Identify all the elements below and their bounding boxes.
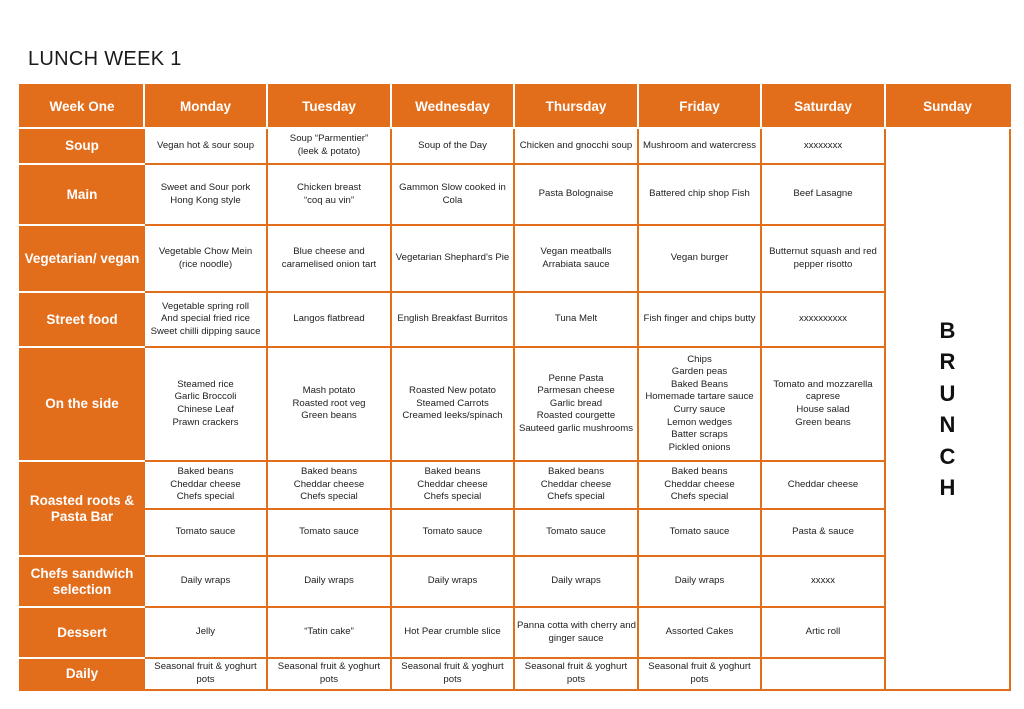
menu-item-text: Roasted New potato — [409, 385, 496, 397]
row-header: Chefs sandwich selection — [20, 556, 144, 607]
menu-item-text: Soup of the Day — [418, 139, 487, 151]
menu-item-text: Roasted courgette — [536, 410, 616, 422]
menu-cell-monday — [144, 607, 267, 658]
menu-item-text: Tuna Melt — [554, 313, 598, 325]
menu-cell-wednesday — [391, 556, 514, 607]
menu-cell-saturday — [761, 128, 885, 164]
menu-item-text: Chefs special — [423, 491, 482, 503]
row-header: Street food — [20, 292, 144, 347]
menu-item-text: Chefs special — [176, 491, 235, 503]
menu-row — [20, 509, 1010, 556]
menu-item-text: Vegetable spring roll — [162, 300, 249, 312]
menu-item-text: Curry sauce — [673, 404, 726, 415]
menu-cell-tuesday — [267, 225, 391, 292]
menu-row — [20, 461, 1010, 509]
menu-item-text: Green beans — [301, 410, 357, 422]
column-header-thursday: Thursday — [514, 85, 638, 128]
menu-item-text: Seasonal fruit & yoghurt — [277, 661, 381, 673]
menu-item-text: Vegetarian Shephard’s Pie — [395, 252, 510, 264]
menu-cell-friday — [638, 556, 761, 607]
menu-item-text: Seasonal fruit & yoghurt — [648, 661, 751, 673]
menu-item-text: Tomato sauce — [299, 526, 359, 538]
menu-cell-thursday — [514, 461, 638, 509]
menu-item-text: Chefs special — [670, 491, 729, 503]
row-header: On the side — [20, 347, 144, 461]
menu-cell-tuesday — [267, 347, 391, 461]
menu-item-text: Chefs special — [547, 491, 605, 503]
menu-item-text: Pickled onions — [668, 441, 731, 453]
menu-cell-thursday — [514, 658, 638, 690]
row-header: Soup — [20, 128, 144, 164]
menu-cell-wednesday — [391, 292, 514, 347]
menu-item-text: House salad — [796, 404, 850, 415]
menu-cell-wednesday — [391, 658, 514, 690]
menu-item-text: And special fried rice — [160, 313, 251, 325]
menu-item-text: Seasonal fruit & yoghurt — [401, 661, 504, 673]
menu-item-text: Chips — [687, 353, 712, 365]
menu-item-text: Garlic Broccoli — [174, 391, 237, 403]
menu-cell-tuesday — [267, 292, 391, 347]
menu-cell-thursday — [514, 292, 638, 347]
menu-cell-saturday — [761, 607, 885, 658]
menu-cell-saturday — [761, 461, 885, 509]
menu-cell-thursday — [514, 225, 638, 292]
menu-item-text: Cheddar cheese — [170, 478, 241, 490]
menu-cell-thursday — [514, 556, 638, 607]
menu-item-text: Cheddar cheese — [664, 478, 735, 490]
menu-item-text: caprese — [805, 391, 841, 403]
sunday-brunch-cell — [885, 128, 1010, 690]
menu-item-text: xxxxxxxxxx — [799, 313, 847, 325]
menu-cell-monday — [144, 556, 267, 607]
column-header-sunday: Sunday — [885, 85, 1010, 128]
menu-item-text: xxxxxxxx — [803, 139, 843, 151]
menu-cell-monday — [144, 509, 267, 556]
header-row — [20, 85, 1010, 128]
menu-cell-monday — [144, 461, 267, 509]
menu-cell-wednesday — [391, 225, 514, 292]
menu-item-text: Tomato and mozzarella — [773, 378, 873, 390]
menu-item-text: Seasonal fruit & yoghurt — [524, 661, 628, 673]
column-header-friday: Friday — [638, 85, 761, 128]
menu-item-text: Sweet chilli dipping sauce — [150, 325, 261, 337]
menu-item-text: Pasta Bolognaise — [538, 188, 614, 200]
menu-cell-friday — [638, 461, 761, 509]
menu-item-text: Baked beans — [300, 466, 357, 478]
menu-item-text: Tomato sauce — [422, 526, 483, 538]
menu-item-text: pots — [196, 674, 215, 685]
menu-cell-saturday — [761, 556, 885, 607]
menu-cell-tuesday — [267, 658, 391, 690]
row-header: Daily — [20, 658, 144, 690]
menu-cell-monday — [144, 128, 267, 164]
menu-cell-monday — [144, 292, 267, 347]
menu-item-text: “coq au vin” — [303, 194, 355, 206]
menu-item-text: Tomato sauce — [546, 526, 606, 538]
menu-item-text: Vegan burger — [670, 252, 729, 264]
menu-item-text: Cheddar cheese — [293, 478, 365, 490]
menu-item-text: Parmesan cheese — [537, 385, 615, 397]
page-title: LUNCH WEEK 1 — [28, 48, 182, 70]
menu-item-text: “Tatin cake” — [304, 626, 354, 638]
lunch-menu-table — [19, 84, 1011, 691]
menu-item-text: Cheddar cheese — [787, 478, 859, 490]
menu-item-text: (rice noodle) — [178, 258, 233, 270]
menu-cell-friday — [638, 347, 761, 461]
menu-row — [20, 347, 1010, 461]
menu-cell-tuesday — [267, 164, 391, 225]
brunch-letter: U — [939, 380, 956, 406]
menu-item-text: Chinese Leaf — [177, 404, 234, 415]
menu-item-text: Baked beans — [424, 466, 481, 478]
row-header: Roasted roots & Pasta Bar — [20, 461, 144, 556]
menu-item-text: Hong Kong style — [170, 194, 241, 206]
menu-item-text: pepper risotto — [793, 258, 853, 270]
menu-item-text: Cheddar cheese — [417, 478, 488, 490]
menu-item-text: Baked beans — [547, 466, 604, 478]
menu-item-text: Cheddar cheese — [540, 478, 612, 490]
menu-cell-wednesday — [391, 164, 514, 225]
menu-item-text: Green beans — [795, 416, 851, 428]
menu-cell-thursday — [514, 509, 638, 556]
menu-row — [20, 556, 1010, 607]
column-header-week-one: Week One — [20, 85, 144, 128]
menu-item-text: Butternut squash and red — [769, 245, 877, 257]
menu-cell-thursday — [514, 607, 638, 658]
menu-item-text: Chicken and gnocchi soup — [519, 139, 633, 151]
menu-item-text: Fish finger and chips butty — [643, 313, 756, 325]
menu-cell-friday — [638, 509, 761, 556]
menu-cell-saturday — [761, 164, 885, 225]
menu-item-text: Mash potato — [302, 385, 356, 397]
menu-item-text: Baked beans — [177, 466, 234, 478]
menu-cell-saturday — [761, 347, 885, 461]
menu-item-text: Vegan meatballs — [540, 245, 612, 257]
menu-item-text: Roasted root veg — [292, 397, 366, 409]
menu-item-text: pots — [443, 674, 462, 685]
menu-cell-friday — [638, 607, 761, 658]
menu-cell-tuesday — [267, 128, 391, 164]
brunch-letter: R — [939, 349, 956, 374]
menu-item-text: Pasta & sauce — [792, 526, 854, 538]
menu-cell-thursday — [514, 164, 638, 225]
menu-cell-tuesday — [267, 509, 391, 556]
menu-item-text: Mushroom and watercress — [642, 139, 757, 151]
menu-item-text: Steamed rice — [177, 378, 234, 390]
row-header: Main — [20, 164, 144, 225]
menu-item-text: Baked beans — [671, 466, 728, 478]
brunch-letter: C — [939, 443, 956, 469]
menu-item-text: Battered chip shop Fish — [649, 188, 750, 200]
menu-item-text: xxxxx — [811, 575, 835, 587]
row-header: Dessert — [20, 607, 144, 658]
menu-cell-saturday — [761, 509, 885, 556]
menu-cell-monday — [144, 164, 267, 225]
menu-cell-monday — [144, 658, 267, 690]
menu-item-text: Hot Pear crumble slice — [404, 626, 501, 638]
menu-item-text: pots — [319, 674, 339, 685]
menu-cell-wednesday — [391, 128, 514, 164]
menu-cell-saturday — [761, 225, 885, 292]
menu-item-text: Lemon wedges — [666, 416, 733, 428]
menu-item-text: English Breakfast Burritos — [397, 313, 508, 325]
menu-item-text: Jelly — [195, 626, 216, 638]
menu-cell-friday — [638, 658, 761, 690]
menu-row — [20, 164, 1010, 225]
menu-cell-wednesday — [391, 607, 514, 658]
menu-item-text: Garlic bread — [549, 397, 603, 409]
menu-row — [20, 607, 1010, 658]
menu-item-text: Prawn crackers — [172, 416, 239, 428]
column-header-monday: Monday — [144, 85, 267, 128]
menu-item-text: Cola — [442, 194, 463, 206]
menu-cell-friday — [638, 292, 761, 347]
menu-item-text: Sauteed garlic mushrooms — [518, 422, 634, 434]
brunch-letter: H — [939, 475, 956, 500]
menu-item-text: Tomato sauce — [669, 526, 730, 538]
menu-item-text: Daily wraps — [427, 575, 478, 587]
menu-row — [20, 292, 1010, 347]
menu-item-text: Homemade tartare sauce — [645, 391, 754, 403]
brunch-letter: B — [939, 317, 956, 343]
menu-item-text: Arrabiata sauce — [542, 258, 610, 270]
menu-item-text: Chicken breast — [297, 181, 361, 193]
menu-cell-tuesday — [267, 556, 391, 607]
menu-cell-saturday — [761, 292, 885, 347]
menu-item-text: ginger sauce — [548, 632, 604, 644]
menu-item-text: Beef Lasagne — [793, 188, 853, 200]
menu-cell-friday — [638, 164, 761, 225]
menu-cell-monday — [144, 347, 267, 461]
menu-item-text: Soup “Parmentier” — [289, 133, 369, 145]
menu-item-text: pots — [566, 674, 586, 685]
menu-cell-tuesday — [267, 461, 391, 509]
menu-cell-thursday — [514, 347, 638, 461]
menu-item-text: Baked Beans — [670, 378, 729, 390]
menu-cell-wednesday — [391, 509, 514, 556]
menu-item-text: Tomato sauce — [175, 526, 236, 538]
menu-row — [20, 128, 1010, 164]
menu-item-text: Daily wraps — [674, 575, 725, 587]
column-header-saturday: Saturday — [761, 85, 885, 128]
menu-cell-saturday — [761, 658, 885, 690]
menu-item-text: Garden peas — [671, 366, 728, 378]
menu-item-text: Assorted Cakes — [665, 626, 734, 638]
menu-item-text: Creamed leeks/spinach — [402, 410, 503, 422]
column-header-tuesday: Tuesday — [267, 85, 391, 128]
menu-item-text: Daily wraps — [304, 575, 354, 587]
menu-item-text: Vegetable Chow Mein — [158, 245, 253, 257]
menu-item-text: Langos flatbread — [293, 313, 365, 325]
menu-item-text: Artic roll — [805, 626, 841, 638]
menu-item-text: pots — [690, 674, 709, 685]
menu-item-text: Vegan hot & sour soup — [156, 139, 255, 151]
menu-cell-friday — [638, 225, 761, 292]
menu-row — [20, 225, 1010, 292]
menu-item-text: Steamed Carrots — [416, 397, 489, 409]
menu-item-text: (leek & potato) — [297, 146, 361, 157]
menu-item-text: Blue cheese and — [293, 245, 365, 257]
menu-item-text: Seasonal fruit & yoghurt — [154, 661, 257, 673]
menu-cell-friday — [638, 128, 761, 164]
menu-cell-wednesday — [391, 461, 514, 509]
menu-item-text: Gammon Slow cooked in — [399, 181, 506, 193]
menu-cell-tuesday — [267, 607, 391, 658]
row-header: Vegetarian/ vegan — [20, 225, 144, 292]
menu-item-text: Daily wraps — [180, 575, 231, 587]
menu-item-text: Penne Pasta — [548, 372, 604, 384]
menu-cell-thursday — [514, 128, 638, 164]
menu-item-text: Daily wraps — [551, 575, 601, 587]
menu-item-text: Chefs special — [300, 491, 358, 503]
menu-item-text: Sweet and Sour pork — [160, 181, 251, 193]
menu-item-text: Panna cotta with cherry and — [517, 619, 636, 631]
menu-cell-wednesday — [391, 347, 514, 461]
column-header-wednesday: Wednesday — [391, 85, 514, 128]
menu-cell-monday — [144, 225, 267, 292]
menu-item-text: Batter scraps — [671, 429, 728, 441]
menu-item-text: caramelised onion tart — [281, 258, 377, 270]
brunch-letter: N — [939, 412, 956, 437]
menu-row — [20, 658, 1010, 690]
